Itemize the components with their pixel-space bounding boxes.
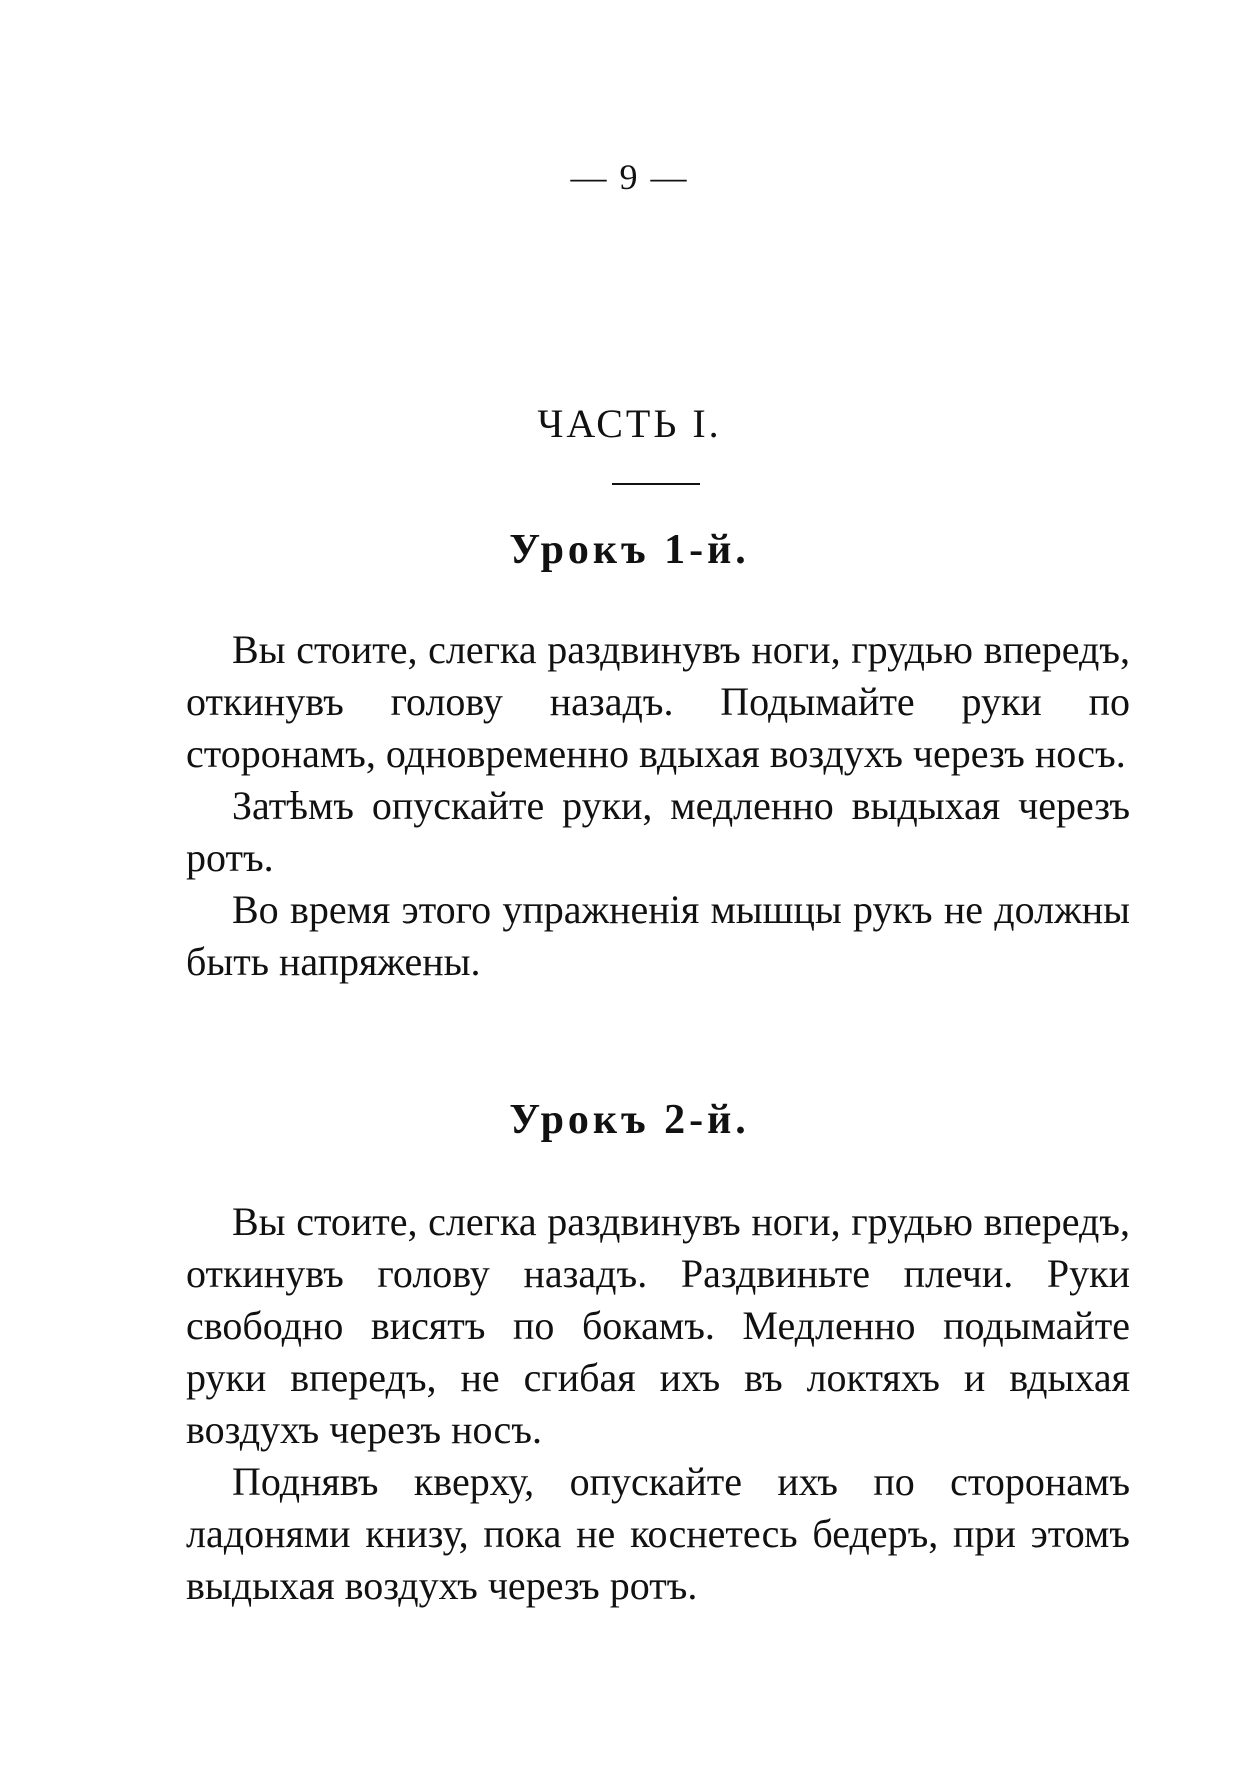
lesson-1-body xyxy=(186,624,1130,988)
page-number: — 9 — xyxy=(570,157,689,197)
lesson-1-paragraph-2: Затѣмъ опускайте руки, медленно выдыхая черезъ ротъ. xyxy=(186,783,1130,880)
lesson-1-paragraph-1: Вы стоите, слегка раздвинувъ ноги, грудью впередъ, откинувъ голову назадъ. Подымайте руки по сторонамъ, одновременно вдыхая воздухъ черезъ носъ. xyxy=(186,627,1130,776)
title-divider xyxy=(612,483,700,485)
lesson-2-paragraph-2: Поднявъ кверху, опускайте ихъ по сторонамъ ладонями книзу, пока не коснетесь бедеръ, при этомъ выдыхая воздухъ черезъ ротъ. xyxy=(186,1459,1130,1608)
part-title: ЧАСТЬ I. xyxy=(537,401,722,446)
lesson-2-paragraph-1: Вы стоите, слегка раздвинувъ ноги, грудью впередъ, откинувъ голову назадъ. Раздвиньте плечи. Руки свободно висятъ по бокамъ. Медленно подымайте руки впередъ, не сгибая ихъ въ локтяхъ и вдыхая воздухъ черезъ носъ. xyxy=(186,1199,1130,1452)
lesson-1-paragraph-3: Во время этого упражненія мышцы рукъ не должны быть напряжены. xyxy=(186,887,1130,984)
lesson-1-title: Урокъ 1-й. xyxy=(509,527,750,573)
lesson-2-body xyxy=(186,1196,1130,1612)
lesson-2-title: Урокъ 2-й. xyxy=(509,1097,750,1143)
